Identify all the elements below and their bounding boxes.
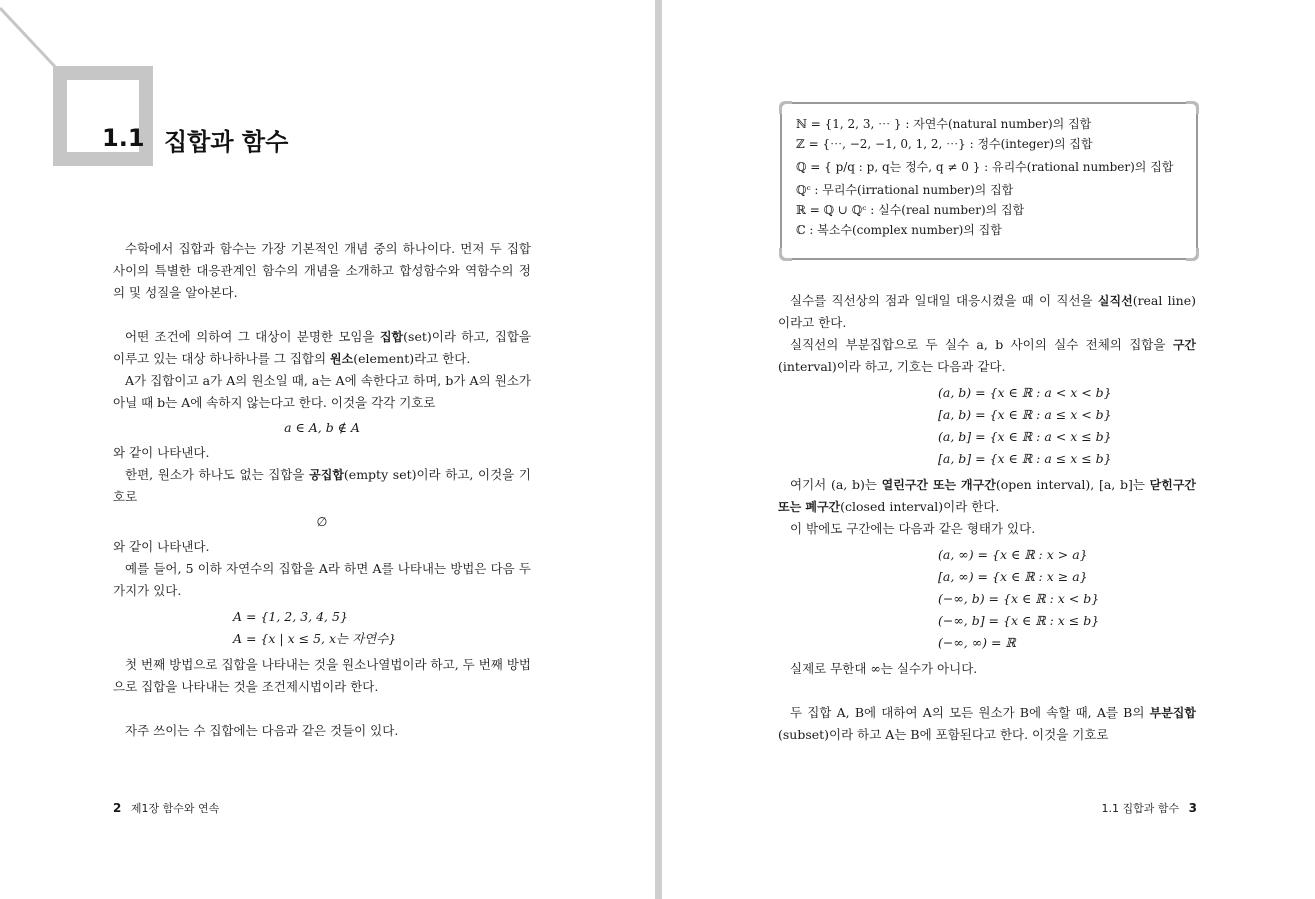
term-real-line: 실직선 xyxy=(1097,294,1133,308)
box-corner xyxy=(1186,101,1199,114)
section-number: 1.1 xyxy=(102,124,145,152)
empty-set-followup: 와 같이 나타낸다. xyxy=(113,539,210,554)
term-subset: 부분집합 xyxy=(1149,706,1196,720)
empty-set-symbol: ∅ xyxy=(316,514,328,529)
term-element: 원소 xyxy=(330,352,354,366)
left-page-number: 2 xyxy=(113,801,122,815)
box-corner xyxy=(1186,248,1199,261)
right-footer xyxy=(1102,800,1197,816)
example-equations xyxy=(113,606,531,650)
interval-open: (a, b) = {x ∈ ℝ : a < x < b} xyxy=(938,385,1112,400)
set-definition-paragraph: 어떤 조건에 의하여 그 대상이 분명한 모임을 집합(set)이라 하고, 집합을 이루고 있는 대상 하나하나를 그 집합의 원소(element)라고 한다. xyxy=(113,329,531,366)
interval-closed: [a, b] = {x ∈ ℝ : a ≤ x ≤ b} xyxy=(938,451,1112,466)
interval-half-open-right: [a, b) = {x ∈ ℝ : a ≤ x < b} xyxy=(938,407,1112,422)
notation-methods-paragraph: 첫 번째 방법으로 집합을 나타내는 것을 원소나열법이라 하고, 두 번째 방법으로 집합을 나타내는 것을 조건제시법이라 한다. xyxy=(113,657,531,694)
membership-paragraph: A가 집합이고 a가 A의 원소일 때, a는 A에 속한다고 하며, b가 A의 원소가 아닐 때 b는 A에 속하지 않는다고 한다. 이것을 각각 기호로 xyxy=(113,373,531,410)
intro-paragraph: 수학에서 집합과 함수는 가장 기본적인 개념 중의 하나이다. 먼저 두 집합 사이의 특별한 대응관계인 함수의 개념을 소개하고 합성함수와 역함수의 정의 및 성질을 알아본다. xyxy=(113,241,531,300)
left-footer xyxy=(113,800,219,816)
interval-all-reals: (−∞, ∞) = ℝ xyxy=(938,635,1016,650)
left-running-head: 제1장 함수와 연속 xyxy=(130,802,220,815)
integers-line: ℤ = {⋯, −2, −1, 0, 1, 2, ⋯} : 정수(integer)의 집합 xyxy=(796,137,1093,151)
infinity-note: 실제로 무한대 ∞는 실수가 아니다. xyxy=(790,661,978,676)
irrationals-line: ℚᶜ : 무리수(irrational number)의 집합 xyxy=(796,183,1014,197)
open-closed-paragraph: 여기서 (a, b)는 열린구간 또는 개구간(open interval), [a, b]는 닫힌구간 또는 폐구간(closed interval)이라 한다. xyxy=(778,477,1197,514)
left-body xyxy=(113,238,531,742)
left-page xyxy=(0,0,655,899)
interval-a-inf-open: (a, ∞) = {x ∈ ℝ : x > a} xyxy=(938,547,1088,562)
bounded-intervals xyxy=(778,382,1196,470)
interval-neginf-b-closed: (−∞, b] = {x ∈ ℝ : x ≤ b} xyxy=(938,613,1100,628)
subset-paragraph: 두 집합 A, B에 대하여 A의 모든 원소가 B에 속할 때, A를 B의 부분집합(subset)이라 하고 A는 B에 포함된다고 한다. 이것을 기호로 xyxy=(778,705,1196,742)
section-title: 집합과 함수 xyxy=(164,128,289,156)
term-closed-interval: 닫힌구간 또는 폐구간 xyxy=(778,478,1197,514)
term-set: 집합 xyxy=(379,330,404,344)
other-intervals-paragraph: 이 밖에도 구간에는 다음과 같은 형태가 있다. xyxy=(790,521,1036,536)
right-running-head: 1.1 집합과 함수 xyxy=(1101,802,1180,815)
interval-a-inf-closed: [a, ∞) = {x ∈ ℝ : x ≥ a} xyxy=(938,569,1088,584)
right-body xyxy=(778,290,1196,746)
membership-followup: 와 같이 나타낸다. xyxy=(113,445,210,460)
interval-half-open-left: (a, b] = {x ∈ ℝ : a < x ≤ b} xyxy=(938,429,1112,444)
number-sets-box xyxy=(780,102,1198,260)
roster-equation: A = {1, 2, 3, 4, 5} xyxy=(233,609,348,624)
real-line-paragraph: 실수를 직선상의 점과 일대일 대응시켰을 때 이 직선을 실직선(real line)이라고 한다. xyxy=(778,293,1196,330)
membership-equation: a ∈ A, b ∉ A xyxy=(284,420,360,435)
page-gutter xyxy=(655,0,662,899)
rationals-line: ℚ = { p/q : p, q는 정수, q ≠ 0 } : 유리수(rational number)의 집합 xyxy=(796,160,1174,174)
reals-line: ℝ = ℚ ∪ ℚᶜ : 실수(real number)의 집합 xyxy=(796,203,1025,217)
number-sets-intro: 자주 쓰이는 수 집합에는 다음과 같은 것들이 있다. xyxy=(125,723,399,738)
interval-neginf-b-open: (−∞, b) = {x ∈ ℝ : x < b} xyxy=(938,591,1100,606)
right-page xyxy=(662,0,1315,899)
interval-paragraph: 실직선의 부분집합으로 두 실수 a, b 사이의 실수 전체의 집합을 구간(interval)이라 하고, 기호는 다음과 같다. xyxy=(778,337,1196,374)
empty-set-paragraph: 한편, 원소가 하나도 없는 집합을 공집합(empty set)이라 하고, 이것을 기호로 xyxy=(113,467,531,504)
term-empty-set: 공집합 xyxy=(309,468,344,482)
builder-equation: A = {x | x ≤ 5, x는 자연수} xyxy=(233,631,397,646)
term-open-interval: 열린구간 또는 개구간 xyxy=(881,478,996,492)
unbounded-intervals xyxy=(778,544,1196,654)
example-paragraph: 예를 들어, 5 이하 자연수의 집합을 A라 하면 A를 나타내는 방법은 다음 두 가지가 있다. xyxy=(113,561,531,598)
box-corner xyxy=(779,248,792,261)
term-interval: 구간 xyxy=(1172,338,1196,352)
complex-line: ℂ : 복소수(complex number)의 집합 xyxy=(796,223,1002,237)
natural-numbers-line: ℕ = {1, 2, 3, ⋯ } : 자연수(natural number)의 집합 xyxy=(796,117,1092,131)
box-corner xyxy=(779,101,792,114)
right-page-number: 3 xyxy=(1188,801,1197,815)
